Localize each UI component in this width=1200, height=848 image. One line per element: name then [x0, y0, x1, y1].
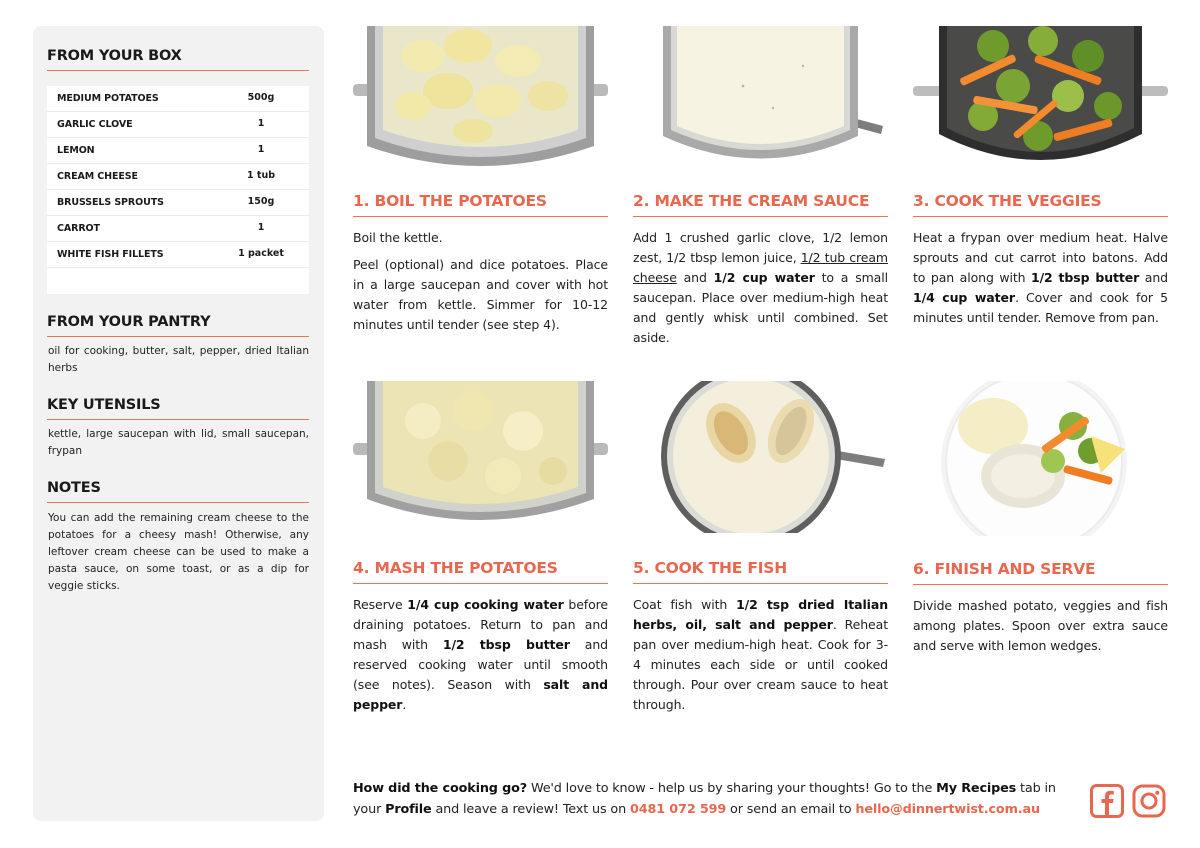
utensils-heading: KEY UTENSILS	[47, 397, 309, 420]
ingredient-qty: 150g	[247, 196, 275, 207]
table-row	[47, 86, 309, 112]
step-3-bold: 1/2 tbsp butter	[1030, 270, 1140, 285]
cook-veggies-photo	[913, 26, 1168, 169]
step-5-text: . Reheat pan over medium-high heat. Cook for 3-4 minutes each side or until cooked through. Pour over cream sauce to heat through.	[633, 617, 889, 712]
footer-text: or send an email to	[726, 802, 856, 817]
step-6-text: Divide mashed potato, veggies and fish among plates. Spoon over extra sauce and serve with lemon wedges.	[913, 598, 1168, 653]
feedback-footer	[353, 778, 1073, 820]
utensils-text: kettle, large saucepan with lid, small saucepan, frypan	[48, 428, 309, 457]
step-6-title: 6. FINISH AND SERVE	[913, 560, 1168, 585]
ingredient-name: CREAM CHEESE	[57, 171, 138, 182]
ingredients-sidebar	[33, 26, 324, 821]
from-box-heading: FROM YOUR BOX	[47, 48, 309, 71]
facebook-icon[interactable]	[1090, 784, 1124, 818]
phone-link[interactable]: 0481 072 599	[629, 802, 727, 817]
step-3-bold: 1/4 cup water	[913, 290, 1015, 305]
step-5-body	[633, 595, 888, 715]
ingredient-name: WHITE FISH FILLETS	[57, 249, 164, 260]
ingredient-name: LEMON	[57, 145, 95, 156]
ingredient-name: GARLIC CLOVE	[57, 119, 133, 130]
step-1-body	[353, 228, 608, 342]
notes-text: You can add the remaining cream cheese to the potatoes for a cheesy mash! Otherwise, any leftover cream cheese can be used to make a pasta sauce, on some toast, or as a dip for veggie sticks.	[48, 512, 309, 592]
ingredient-qty: 1 packet	[238, 248, 284, 259]
footer-text: tab in your	[353, 781, 1056, 817]
table-row	[47, 216, 309, 242]
cook-fish-photo	[633, 381, 888, 533]
table-row	[47, 112, 309, 138]
step-4-bold: 1/4 cup cooking water	[407, 597, 564, 612]
step-4-text: .	[402, 697, 407, 712]
table-row	[47, 242, 309, 268]
ingredient-name: MEDIUM POTATOES	[57, 93, 159, 104]
ingredient-qty: 1 tub	[246, 170, 276, 181]
ingredient-name: BRUSSELS SPROUTS	[57, 197, 164, 208]
notes-heading: NOTES	[47, 480, 309, 503]
pantry-text: oil for cooking, butter, salt, pepper, dried Italian herbs	[48, 345, 309, 374]
step-2-text: and	[676, 270, 714, 285]
step-2-underline: 1/2 tub cream cheese	[633, 250, 888, 285]
step-5-title: 5. COOK THE FISH	[633, 559, 888, 584]
table-row	[47, 190, 309, 216]
profile-link[interactable]: Profile	[385, 802, 432, 817]
step-4-bold: 1/2 tbsp butter	[442, 637, 570, 652]
step-2-text: to a small saucepan. Place over medium-high heat and gently whisk until combined. Set aside.	[633, 270, 888, 345]
step-4-bold: salt and pepper	[353, 677, 608, 712]
table-row	[47, 164, 309, 190]
ingredient-qty: 1	[257, 118, 265, 129]
pantry-heading: FROM YOUR PANTRY	[47, 314, 309, 337]
step-3-body	[913, 228, 1168, 328]
step-2-text: Add 1 crushed garlic clove, 1/2 lemon zest, 1/2 tbsp lemon juice,	[633, 230, 888, 265]
step-3-text: . Cover and cook for 5 minutes until tender. Remove from pan.	[913, 290, 1168, 325]
ingredient-qty: 1	[257, 144, 265, 155]
finish-serve-photo	[913, 381, 1168, 536]
step-1-para-2: Peel (optional) and dice potatoes. Place in a large saucepan and cover with hot water from kettle. Simmer for 10-12 minutes until tender (see step 4).	[353, 257, 608, 332]
my-recipes-link[interactable]: My Recipes	[936, 781, 1017, 796]
cream-sauce-photo	[633, 26, 888, 169]
step-2-title: 2. MAKE THE CREAM SAUCE	[633, 192, 888, 217]
ingredients-table	[47, 86, 309, 294]
footer-bold: How did the cooking go?	[353, 781, 528, 796]
step-4-body	[353, 595, 608, 715]
ingredient-qty: 500g	[247, 92, 275, 103]
footer-text: and leave a review! Text us on	[431, 802, 630, 817]
step-4-title: 4. MASH THE POTATOES	[353, 559, 608, 584]
boil-potatoes-photo	[353, 26, 608, 169]
step-4-text: and reserved cooking water until smooth (see notes). Season with	[353, 637, 608, 692]
footer-text: We'd love to know - help us by sharing your thoughts! Go to the	[527, 781, 937, 796]
email-link[interactable]: hello@dinnertwist.com.au	[855, 802, 1040, 817]
step-6-body	[913, 596, 1168, 656]
mash-potatoes-photo	[353, 381, 608, 524]
step-5-bold: 1/2 tsp dried Italian herbs, oil, salt and pepper	[633, 597, 888, 632]
step-3-text: Heat a frypan over medium heat. Halve sprouts and cut carrot into batons. Add to pan along with	[913, 230, 1168, 285]
step-2-bold: 1/2 cup water	[713, 270, 815, 285]
step-3-text: and	[1139, 270, 1168, 285]
step-4-text: Reserve	[353, 597, 408, 612]
ingredient-name: CARROT	[57, 223, 100, 234]
step-1-para-1: Boil the kettle.	[353, 230, 443, 245]
ingredient-qty: 1	[257, 222, 265, 233]
step-5-text: Coat fish with	[633, 597, 737, 612]
step-3-title: 3. COOK THE VEGGIES	[913, 192, 1168, 217]
step-1-title: 1. BOIL THE POTATOES	[353, 192, 608, 217]
instagram-icon[interactable]	[1132, 784, 1166, 818]
step-2-body	[633, 228, 888, 348]
step-4-text: before draining potatoes. Return to pan and mash with	[353, 597, 608, 652]
table-row	[47, 138, 309, 164]
